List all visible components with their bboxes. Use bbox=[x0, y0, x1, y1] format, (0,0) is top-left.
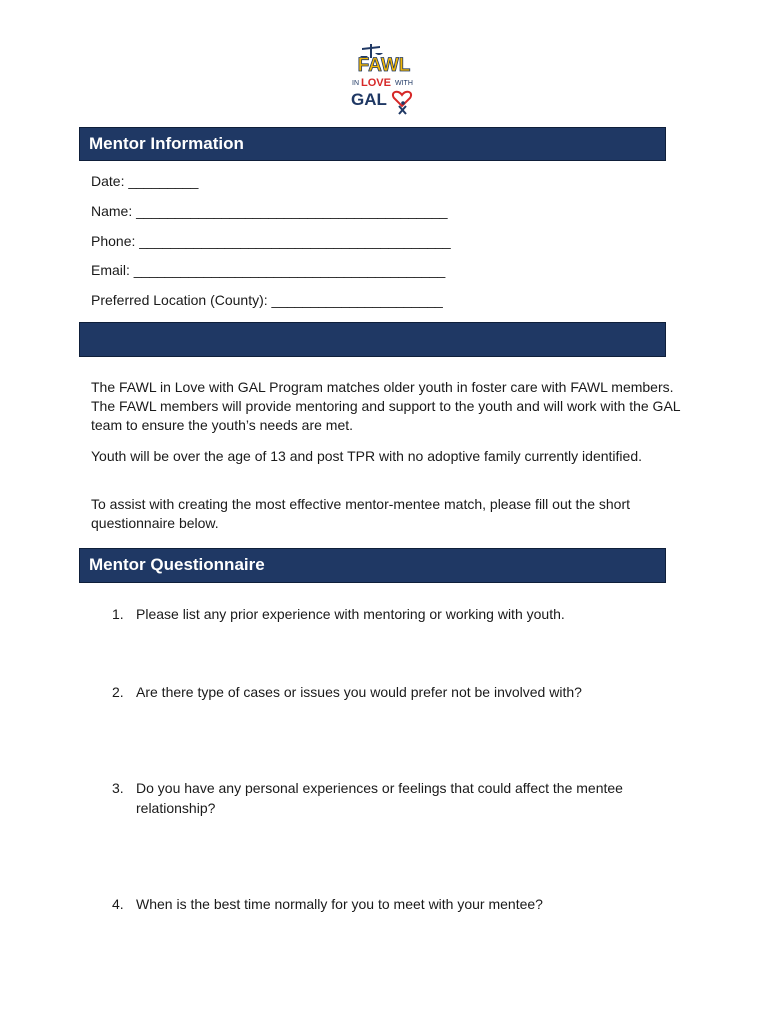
question-4 bbox=[112, 895, 672, 915]
email-field[interactable]: Email: ________________________________________ bbox=[91, 262, 446, 278]
logo-love-text: LOVE bbox=[361, 77, 391, 89]
logo-in-text: IN bbox=[352, 80, 359, 87]
mentor-information-header: Mentor Information bbox=[79, 127, 666, 161]
question-text: Do you have any personal experiences or feelings that could affect the mentee relationship? bbox=[136, 780, 623, 816]
question-number: 4. bbox=[112, 896, 124, 912]
question-text: Are there type of cases or issues you would prefer not be involved with? bbox=[136, 684, 582, 700]
question-number: 3. bbox=[112, 780, 124, 796]
question-2 bbox=[112, 683, 672, 703]
logo-gal-text: GAL bbox=[351, 90, 387, 109]
logo-with-text: WITH bbox=[395, 80, 413, 87]
logo-fawl-text: FAWL bbox=[357, 55, 411, 76]
blank-section-header bbox=[79, 322, 666, 357]
question-text: Please list any prior experience with mentoring or working with youth. bbox=[136, 606, 565, 622]
question-number: 1. bbox=[112, 606, 124, 622]
instructions-paragraph: To assist with creating the most effective mentor-mentee match, please fill out the short questionnaire below. bbox=[91, 496, 630, 531]
logo-graphic bbox=[344, 40, 424, 120]
program-description-paragraph: The FAWL in Love with GAL Program matches older youth in foster care with FAWL members. The FAWL members will provide mentoring and support to the youth and will work with the GAL team to ensure the youth’s needs are met. bbox=[91, 379, 681, 433]
name-field[interactable]: Name: ________________________________________ bbox=[91, 203, 448, 219]
youth-eligibility-paragraph: Youth will be over the age of 13 and post TPR with no adoptive family currently identified. bbox=[91, 448, 642, 464]
phone-field[interactable]: Phone: ________________________________________ bbox=[91, 233, 451, 249]
question-text: When is the best time normally for you to meet with your mentee? bbox=[136, 896, 543, 912]
heart-figure-icon bbox=[393, 92, 411, 114]
question-number: 2. bbox=[112, 684, 124, 700]
fawl-gal-logo bbox=[344, 40, 424, 120]
date-field[interactable]: Date: _________ bbox=[91, 173, 199, 189]
question-3 bbox=[112, 779, 672, 818]
question-1 bbox=[112, 605, 672, 625]
mentor-questionnaire-header: Mentor Questionnaire bbox=[79, 548, 666, 583]
preferred-location-field[interactable]: Preferred Location (County): ______________________ bbox=[91, 292, 443, 308]
